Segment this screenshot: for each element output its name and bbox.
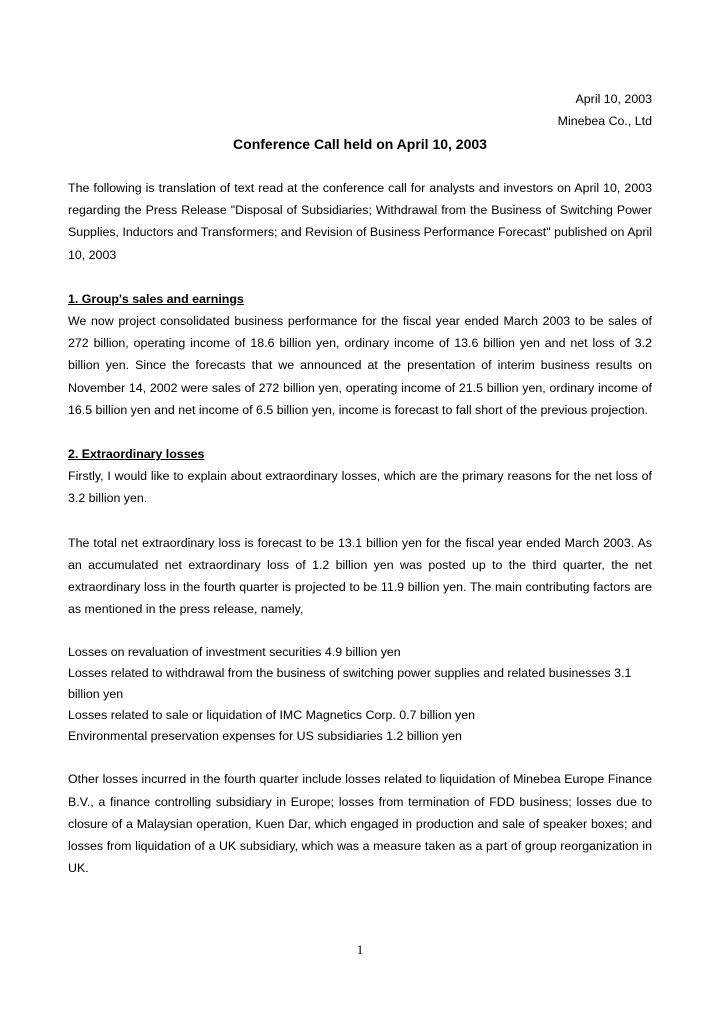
- spacer: [68, 266, 652, 288]
- section-2-heading: 2. Extraordinary losses: [68, 447, 205, 462]
- spacer: [68, 155, 652, 177]
- company-name: Minebea Co., Ltd: [557, 114, 652, 128]
- section-1-heading: 1. Group's sales and earnings: [68, 291, 244, 306]
- section-2-paragraph-1: Firstly, I would like to explain about extraordinary losses, which are the primary reasons for the net loss of 3.2 billion yen.: [68, 469, 652, 506]
- list-item: Losses on revaluation of investment securities 4.9 billion yen: [68, 645, 401, 660]
- document-date: April 10, 2003: [575, 92, 652, 106]
- section-2-paragraph-2: The total net extraordinary loss is forecast to be 13.1 billion yen for the fiscal year ended March 2003. As an accumulated net extraordinary loss of 1.2 billion yen was posted up to the third quarter, the net extraordinary loss in the fourth quarter is projected to be 11.9 billion yen. The main contributing factors are as mentioned in the press release, namely,: [68, 535, 652, 617]
- intro-paragraph: The following is translation of text read at the conference call for analysts and investors on April 10, 2003 regarding the Press Release "Disposal of Subsidiaries; Withdrawal from the Business of Switching Power Supplies, Inductors and Transformers; and Revision of Business Performance Forecast" published on April 10, 2003: [68, 181, 652, 262]
- document-page: [68, 88, 652, 879]
- list-item: Losses related to sale or liquidation of IMC Magnetics Corp. 0.7 billion yen: [68, 707, 476, 722]
- spacer: [68, 421, 652, 443]
- list-item: Environmental preservation expenses for US subsidiaries 1.2 billion yen: [68, 728, 462, 743]
- losses-list: [68, 642, 652, 746]
- page-number: 1: [356, 942, 364, 957]
- spacer: [68, 510, 652, 532]
- spacer: [68, 620, 652, 642]
- section-2-paragraph-3: Other losses incurred in the fourth quarter include losses related to liquidation of Minebea Europe Finance B.V., a finance controlling subsidiary in Europe; losses from termination of FDD business; losses due to closure of a Malaysian operation, Kuen Dar, which engaged in production and sale of speaker boxes; and losses from liquidation of a UK subsidiary, which was a measure taken as a part of group reorganization in UK.: [68, 772, 652, 876]
- list-item: Losses related to withdrawal from the business of switching power supplies and related businesses 3.1 billion yen: [68, 666, 632, 702]
- section-1-body: We now project consolidated business performance for the fiscal year ended March 2003 to be sales of 272 billion, operating income of 18.6 billion yen, ordinary income of 13.6 billion yen and net loss of 3.2 billion yen. Since the forecasts that we announced at the presentation of interim business results on November 14, 2002 were sales of 272 billion yen, operating income of 21.5 billion yen, ordinary income of 16.5 billion yen and net income of 6.5 billion yen, income is forecast to fall short of the previous projection.: [68, 314, 652, 417]
- spacer: [68, 746, 652, 768]
- document-title: Conference Call held on April 10, 2003: [233, 136, 487, 152]
